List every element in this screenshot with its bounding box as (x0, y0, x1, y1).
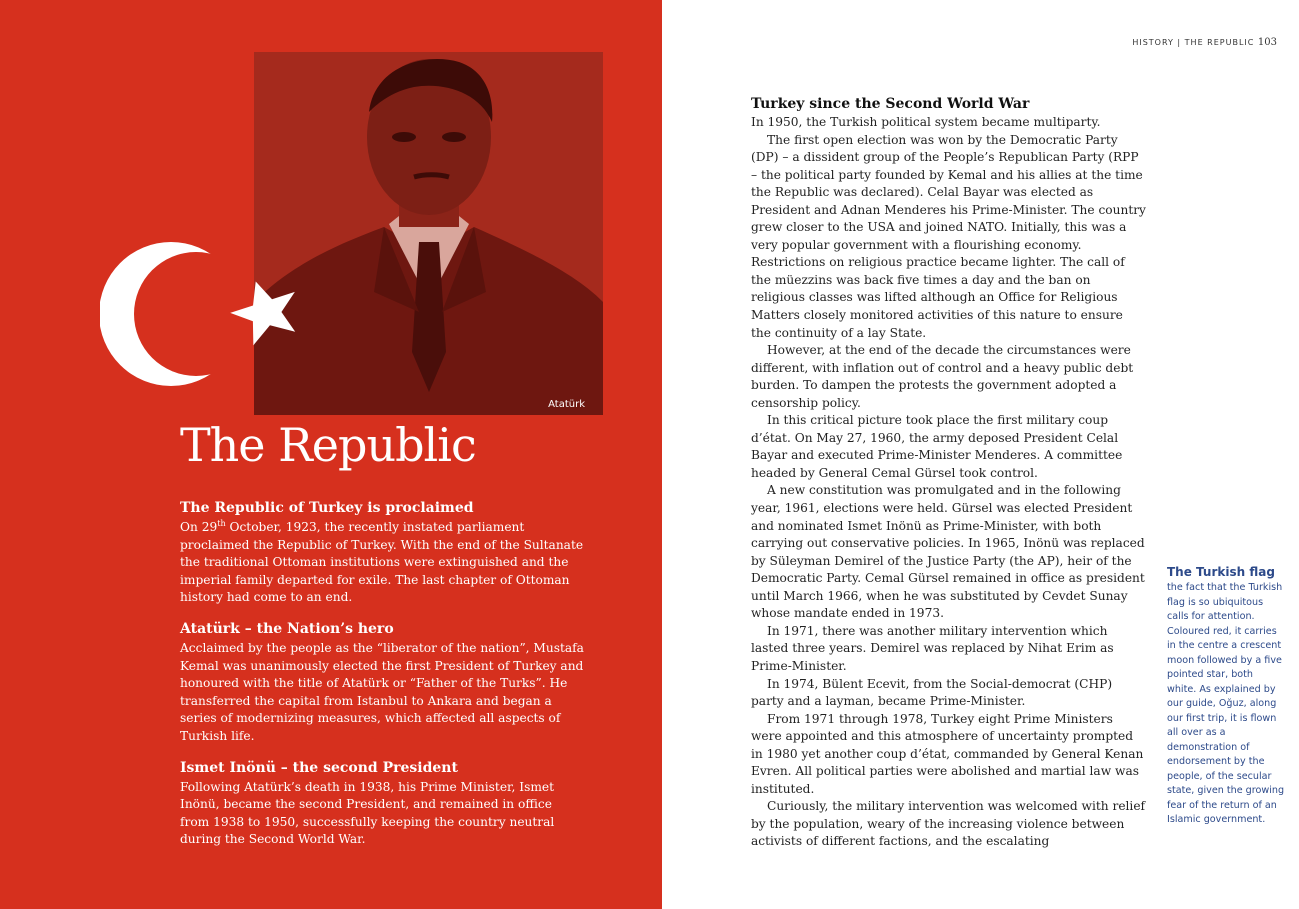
section-body: Acclaimed by the people as the “liberator of the nation”, Mustafa Kemal was unanimously elected the first President of Turkey and honoured with the title of Atatürk or “Father of the Turks”. He transferred the capital from Istanbul to Ankara and began a series of modernizing measures, which affected all aspects of Turkish life. (180, 640, 584, 743)
running-head-label: HISTORY | THE REPUBLIC (1132, 38, 1255, 47)
paragraph: In 1950, the Turkish political system became multiparty. (751, 115, 1101, 129)
section-heading: The Republic of Turkey is proclaimed (180, 500, 474, 516)
paragraph: However, at the end of the decade the circumstances were different, with inflation out of control and a heavy public debt burden. To dampen the protests the government adopted a censorship policy. (751, 343, 1134, 410)
section-heading: Ismet Inönü – the second President (180, 759, 458, 776)
section-heading: Atatürk – the Nation’s hero (180, 620, 394, 637)
paragraph: From 1971 through 1978, Turkey eight Prime Ministers were appointed and this atmosphere of uncertainty prompted in 1980 yet another coup d’état, commanded by General Kenan Evren. All political parties were abolished and martial law was instituted. (751, 711, 1144, 796)
paragraph: Curiously, the military intervention was welcomed with relief by the population, weary of the increasing violence between activists of different factions, and the escalating (751, 799, 1146, 849)
paragraph: In 1971, there was another military intervention which lasted three years. Demirel was replaced by Nihat Erim as Prime-Minister. (751, 623, 1114, 673)
paragraph: A new constitution was promulgated and in the following year, 1961, elections were held. Gürsel was elected President and nominated Ismet Inönü as Prime-Minister, with both carrying out conservative policies. In 1965, Inönü was replaced by Süleyman Demirel of the Justice Party (the AP), heir of the Democratic Party. Cemal Gürsel remained in office as president until March 1966, when he was substituted by Cevdet Sunay whose mandate ended in 1973. (751, 483, 1145, 621)
section-body: Following Atatürk’s death in 1938, his Prime Minister, Ismet Inönü, became the second President, and remained in office from 1938 to 1950, successfully keeping the country neutral during the Second World War. (180, 779, 555, 847)
crescent-star-icon (100, 240, 310, 390)
section-inonu (180, 760, 585, 849)
page-title: The Republic (180, 418, 476, 472)
section-text: October, 1923, the recently instated parliament proclaimed the Republic of Turkey. With the end of the Sultanate the traditional Ottoman institutions were extinguished and the imperial family departed for exile. The last chapter of Ottoman history had come to an end. (180, 520, 584, 605)
sidebar-heading: The Turkish flag (1167, 565, 1275, 579)
sidebar-turkish-flag (1167, 565, 1285, 828)
paragraph: In this critical picture took place the first military coup d’état. On May 27, 1960, the army deposed President Celal Bayar and executed Prime-Minister Menderes. A committee headed by General Cemal Gürsel took control. (751, 413, 1123, 480)
date-superscript: th (217, 518, 226, 528)
main-column (751, 96, 1146, 851)
running-head (1132, 37, 1277, 48)
section-ataturk (180, 621, 585, 746)
section-body (180, 519, 585, 607)
section-proclaimed (180, 500, 585, 607)
paragraph: The first open election was won by the Democratic Party (DP) – a dissident group of the People’s Republican Party (RPP – the political party founded by Kemal and his allies at the time the Republic was declared). Celal Bayar was elected as President and Adnan Menderes his Prime-Minister. The country grew closer to the USA and joined NATO. Initially, this was a very popular government with a flourishing economy. Restrictions on religious practice became lighter. The call of the müezzins was back five times a day and the ban on religious classes was lifted although an Office for Religious Matters closely monitored activities of this nature to ensure the continuity of a lay State. (751, 132, 1146, 340)
left-sections (180, 500, 585, 863)
article-heading: Turkey since the Second World War (751, 96, 1030, 112)
photo-caption: Atatürk (548, 399, 585, 410)
sidebar-body: the fact that the Turkish flag is so ubiquitous calls for attention. Coloured red, it carries in the centre a crescent moon followed by a five pointed star, both white. As explained by our guide, Oğuz, along our first trip, it is flown all over as a demonstration of endorsement by the people, of the secular state, given the growing fear of the return of an Islamic government. (1167, 582, 1285, 825)
paragraph: In 1974, Bülent Ecevit, from the Social-democrat (CHP) party and a layman, became Prime-Minister. (751, 676, 1113, 709)
date-day: On 29 (180, 520, 218, 534)
right-page (662, 0, 1299, 909)
page-number: 103 (1257, 37, 1277, 48)
